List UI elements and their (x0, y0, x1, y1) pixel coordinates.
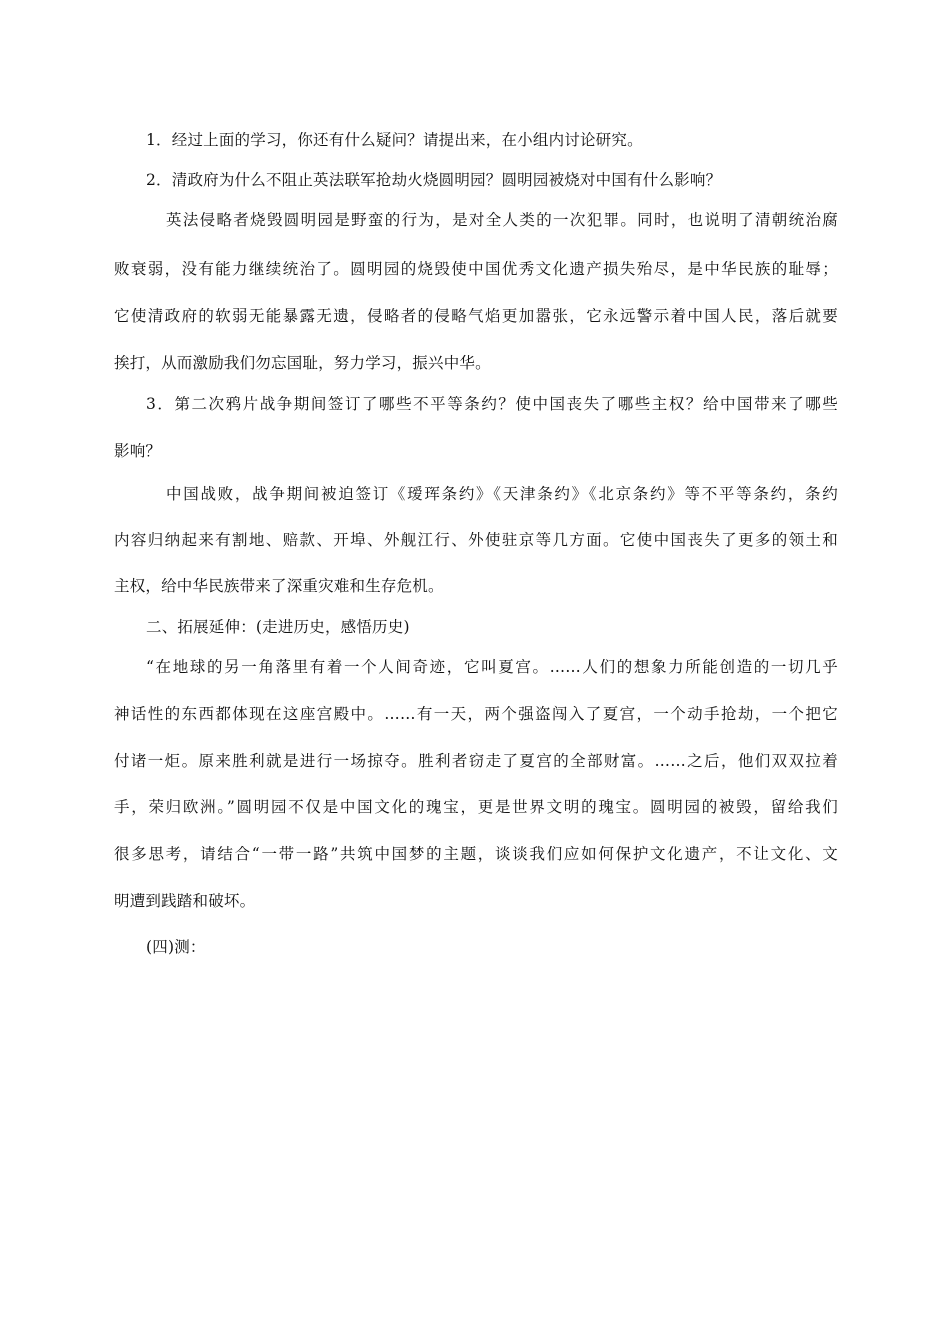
question-1: 1．经过上面的学习，你还有什么疑问？请提出来，在小组内讨论研究。 (146, 131, 643, 149)
extension-line-5: 很多思考，请结合“一带一路”共筑中国梦的主题，谈谈我们应如何保护文化遗产，不让文化、文 (114, 845, 838, 863)
extension-line-6: 明遭到践踏和破坏。 (114, 892, 256, 910)
extension-line-4: 手，荣归欧洲。”圆明园不仅是中国文化的瑰宝，更是世界文明的瑰宝。圆明园的被毁，留给我们 (114, 798, 838, 816)
answer-2-line-1: 英法侵略者烧毁圆明园是野蛮的行为，是对全人类的一次犯罪。同时，也说明了清朝统治腐 (166, 211, 838, 229)
answer-3-line-1: 中国战败，战争期间被迫签订《瑷珲条约》《天津条约》《北京条约》等不平等条约，条约 (166, 485, 838, 503)
answer-3-line-3: 主权，给中华民族带来了深重灾难和生存危机。 (114, 577, 444, 595)
extension-line-2: 神话性的东西都体现在这座宫殿中。……有一天，两个强盗闯入了夏宫，一个动手抢劫，一个把它 (114, 705, 838, 723)
answer-2-line-2: 败衰弱，没有能力继续统治了。圆明园的烧毁使中国优秀文化遗产损失殆尽，是中华民族的耻辱； (114, 260, 838, 278)
extension-line-1: “在地球的另一角落里有着一个人间奇迹，它叫夏宫。……人们的想象力所能创造的一切几乎 (146, 658, 838, 676)
answer-3-line-2: 内容归纳起来有割地、赔款、开埠、外舰江行、外使驻京等几方面。它使中国丧失了更多的领土和 (114, 531, 838, 549)
extension-heading: 二、拓展延伸：(走进历史，感悟历史) (146, 618, 410, 636)
section-four-heading: (四)测： (146, 938, 206, 956)
question-3-line-1: 3．第二次鸦片战争期间签订了哪些不平等条约？使中国丧失了哪些主权？给中国带来了哪些 (146, 395, 838, 413)
question-2: 2．清政府为什么不阻止英法联军抢劫火烧圆明园？圆明园被烧对中国有什么影响？ (146, 171, 722, 189)
answer-2-line-4: 挨打，从而激励我们勿忘国耻，努力学习，振兴中华。 (114, 354, 491, 372)
answer-2-line-3: 它使清政府的软弱无能暴露无遗，侵略者的侵略气焰更加嚣张，它永远警示着中国人民，落后就要 (114, 307, 838, 325)
extension-line-3: 付诸一炬。原来胜利就是进行一场掠夺。胜利者窃走了夏宫的全部财富。……之后，他们双双拉着 (114, 752, 838, 770)
question-3-line-2: 影响？ (114, 442, 162, 460)
